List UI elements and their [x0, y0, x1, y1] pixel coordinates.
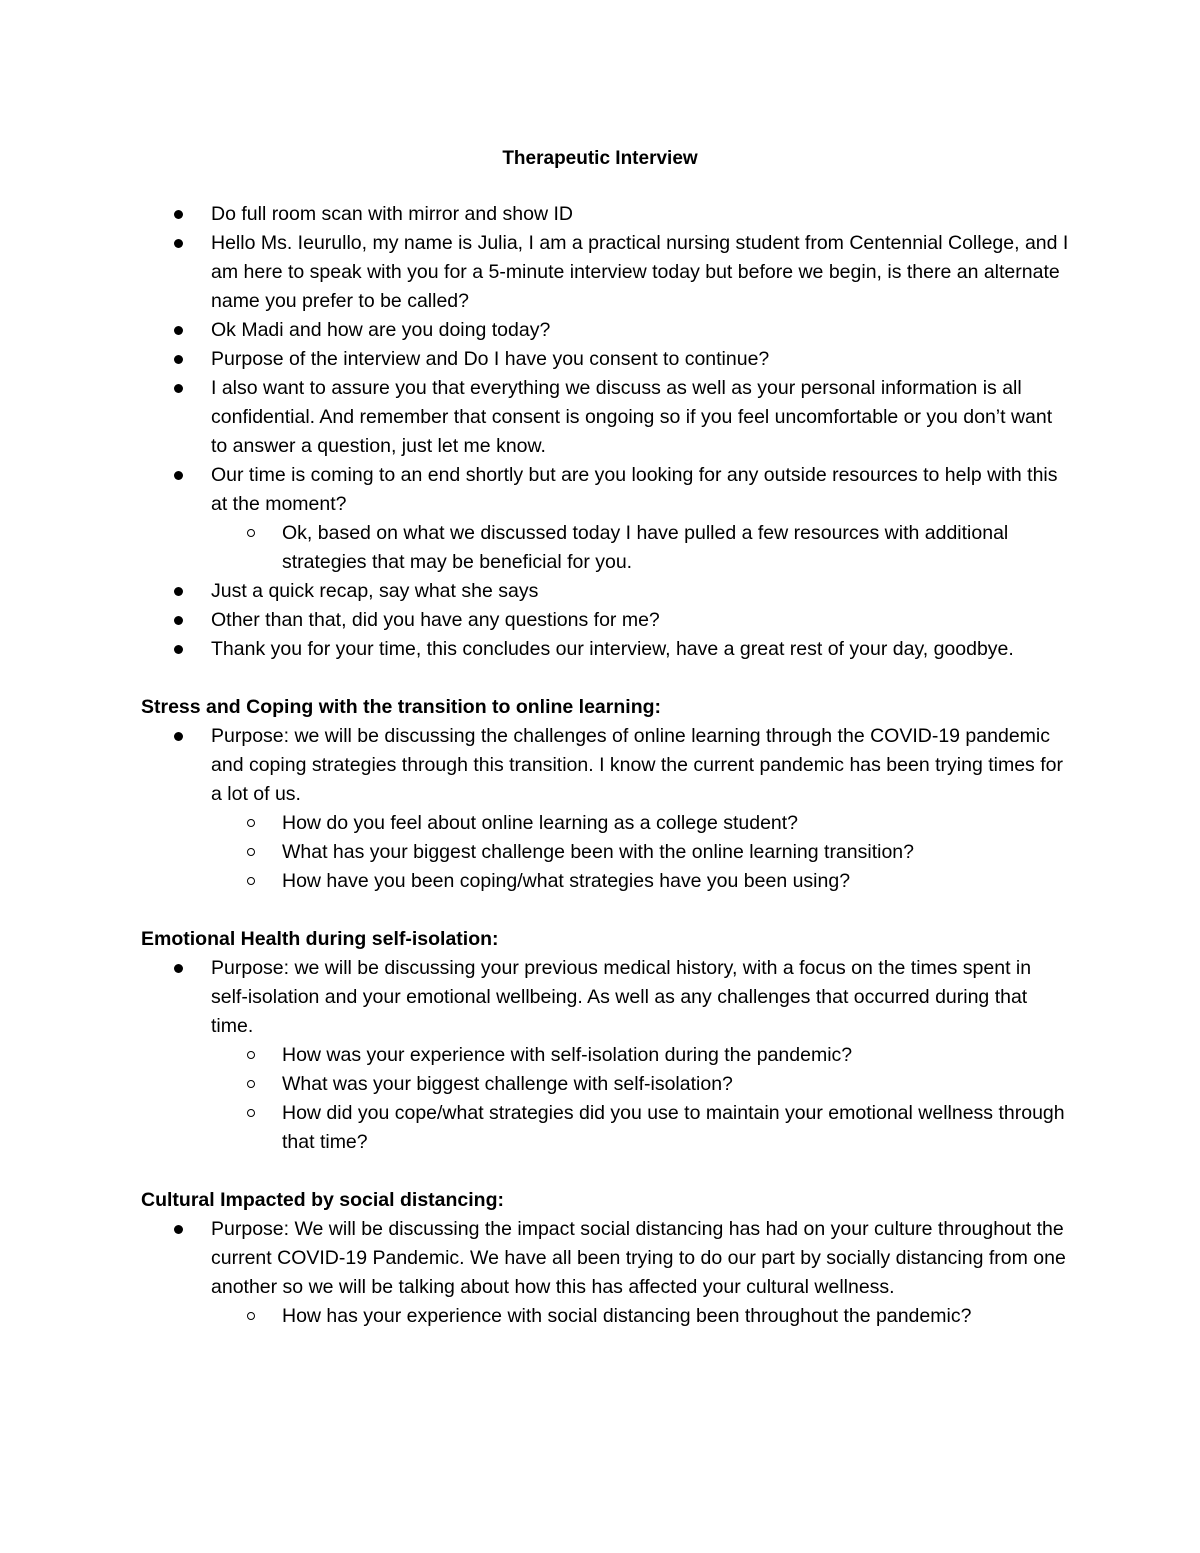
hollow-bullet-icon [247, 877, 255, 885]
sub-bullet-item [211, 1041, 1071, 1070]
sub-bullet-item [211, 809, 1071, 838]
bullet-icon [174, 210, 183, 219]
section-list [141, 722, 1071, 896]
document-title: Therapeutic Interview [502, 148, 698, 169]
bullet-text: Purpose: we will be discussing the challenges of online learning through the COVID-19 pandemic and coping strategies through this transition. I know the current pandemic has been trying times for a lot of us. [211, 725, 1063, 805]
bullet-text: Hello Ms. Ieurullo, my name is Julia, I am a practical nursing student from Centennial College, and I am here to speak with you for a 5-minute interview today but before we begin, is there an alternate name you prefer to be called? [211, 232, 1069, 312]
bullet-text: Purpose of the interview and Do I have you consent to continue? [211, 348, 770, 370]
bullet-item [141, 345, 1071, 374]
sub-bullet-text: How has your experience with social distancing been throughout the pandemic? [282, 1305, 972, 1327]
bullet-text: Other than that, did you have any questions for me? [211, 609, 660, 631]
hollow-bullet-icon [247, 848, 255, 856]
sub-list [211, 519, 1071, 577]
bullet-item [141, 954, 1071, 1157]
hollow-bullet-icon [247, 529, 255, 537]
bullet-icon [174, 732, 183, 741]
bullet-item [141, 635, 1071, 664]
sub-bullet-text: Ok, based on what we discussed today I have pulled a few resources with additional strategies that may be beneficial for you. [282, 522, 1009, 573]
sub-bullet-item [211, 838, 1071, 867]
bullet-icon [174, 964, 183, 973]
bullet-icon [174, 355, 183, 364]
section-heading: Cultural Impacted by social distancing: [141, 1189, 504, 1211]
bullet-item [141, 229, 1071, 316]
bullet-item [141, 722, 1071, 896]
sub-bullet-text: How have you been coping/what strategies have you been using? [282, 870, 851, 892]
sub-bullet-text: How do you feel about online learning as a college student? [282, 812, 799, 834]
section-list [141, 954, 1071, 1157]
sub-bullet-text: How did you cope/what strategies did you use to maintain your emotional wellness through that time? [282, 1102, 1065, 1153]
hollow-bullet-icon [247, 1051, 255, 1059]
bullet-item [141, 374, 1071, 461]
bullet-text: Just a quick recap, say what she says [211, 580, 539, 602]
sub-bullet-item [211, 1099, 1071, 1157]
section-spacer [141, 1157, 1071, 1186]
sub-list [211, 809, 1071, 896]
hollow-bullet-icon [247, 1312, 255, 1320]
sub-bullet-text: What has your biggest challenge been with the online learning transition? [282, 841, 914, 863]
sub-bullet-item [211, 519, 1071, 577]
section-heading: Emotional Health during self-isolation: [141, 928, 499, 950]
bullet-item [141, 1215, 1071, 1331]
sub-bullet-text: How was your experience with self-isolation during the pandemic? [282, 1044, 853, 1066]
section-spacer [141, 896, 1071, 925]
bullet-icon [174, 616, 183, 625]
bullet-icon [174, 239, 183, 248]
bullet-item [141, 200, 1071, 229]
sub-bullet-item [211, 867, 1071, 896]
hollow-bullet-icon [247, 1109, 255, 1117]
document-body [141, 200, 1071, 1331]
bullet-text: Purpose: we will be discussing your previous medical history, with a focus on the times spent in self-isolation and your emotional wellbeing. As well as any challenges that occurred during that time. [211, 957, 1032, 1037]
sub-bullet-item [211, 1302, 1071, 1331]
bullet-item [141, 577, 1071, 606]
section-spacer [141, 664, 1071, 693]
bullet-text: Do full room scan with mirror and show ID [211, 203, 573, 225]
bullet-text: Our time is coming to an end shortly but are you looking for any outside resources to help with this at the moment? [211, 464, 1058, 515]
intro-list [141, 200, 1071, 664]
bullet-icon [174, 1225, 183, 1234]
hollow-bullet-icon [247, 819, 255, 827]
section-heading: Stress and Coping with the transition to online learning: [141, 696, 662, 718]
bullet-icon [174, 587, 183, 596]
bullet-text: Ok Madi and how are you doing today? [211, 319, 551, 341]
bullet-item [141, 606, 1071, 635]
sub-list [211, 1041, 1071, 1157]
section-list [141, 1215, 1071, 1331]
bullet-icon [174, 326, 183, 335]
bullet-icon [174, 645, 183, 654]
sub-list [211, 1302, 1071, 1331]
bullet-text: Purpose: We will be discussing the impact social distancing has had on your culture throughout the current COVID-19 Pandemic. We have all been trying to do our part by socially distancing from one another so we will be talking about how this has affected your cultural wellness. [211, 1218, 1066, 1298]
bullet-icon [174, 471, 183, 480]
bullet-text: Thank you for your time, this concludes our interview, have a great rest of your day, goodbye. [211, 638, 1014, 660]
bullet-item [141, 316, 1071, 345]
sub-bullet-text: What was your biggest challenge with self-isolation? [282, 1073, 733, 1095]
bullet-icon [174, 384, 183, 393]
sub-bullet-item [211, 1070, 1071, 1099]
hollow-bullet-icon [247, 1080, 255, 1088]
bullet-item [141, 461, 1071, 577]
bullet-text: I also want to assure you that everything we discuss as well as your personal information is all confidential. And remember that consent is ongoing so if you feel uncomfortable or you don’t want to answer a question, just let me know. [211, 377, 1053, 457]
